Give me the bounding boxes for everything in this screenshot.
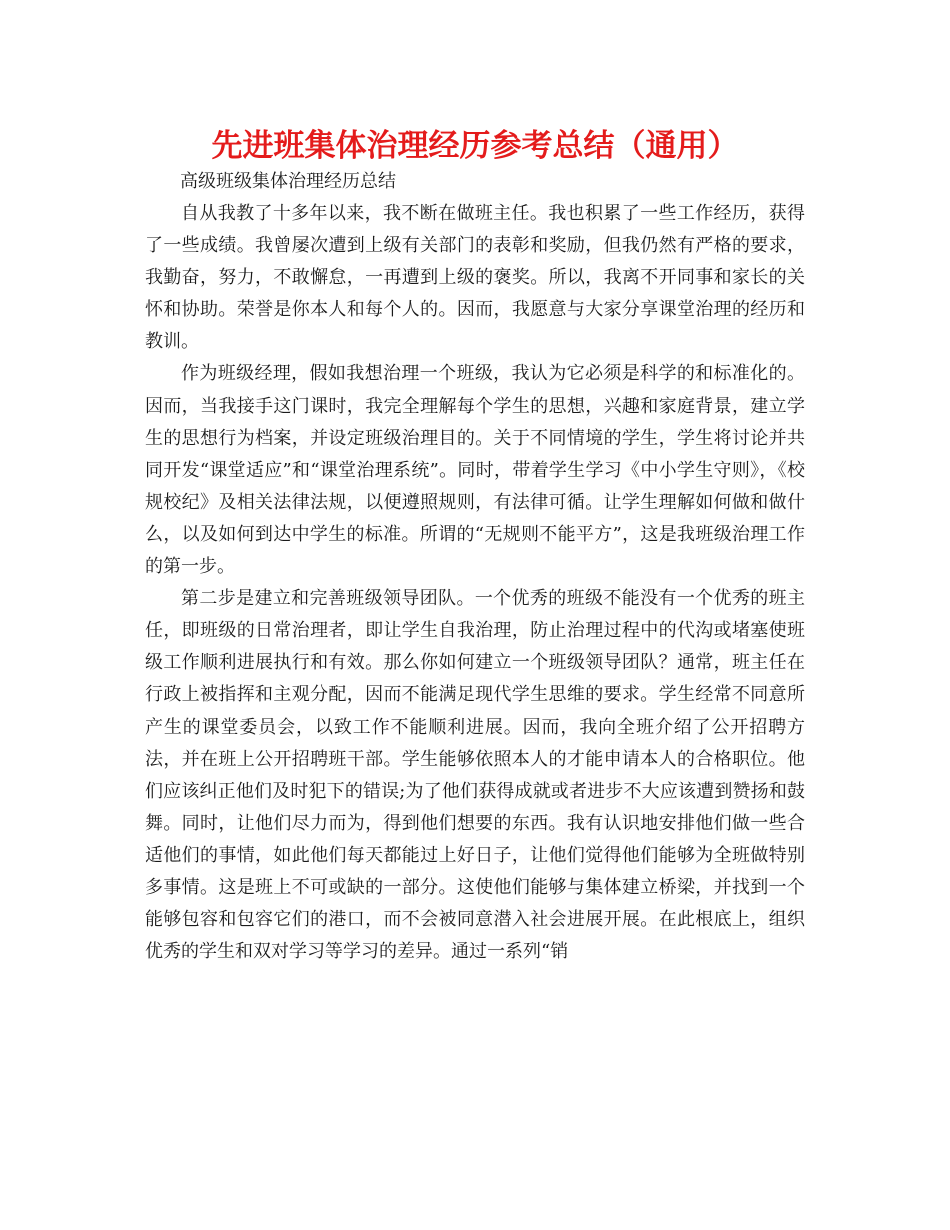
paragraph-2: 作为班级经理，假如我想治理一个班级，我认为它必须是科学的和标准化的。因而，当我接手这门课时，我完全理解每个学生的思想，兴趣和家庭背景，建立学生的思想行为档案，并设定班级治理目的。关于不同情境的学生，学生将讨论并共同开发“课堂适应”和“课堂治理系统”。同时，带着学生学习《中小学生守则》，《校规校纪》及相关法律法规，以便遵照规则，有法律可循。让学生理解如何做和做什么，以及如何到达中学生的标准。所谓的“无规则不能平方”，这是我班级治理工作的第一步。 bbox=[145, 363, 805, 578]
paragraph-1: 自从我教了十多年以来，我不断在做班主任。我也积累了一些工作经历，获得了一些成绩。我曾屡次遭到上级有关部门的表彰和奖励，但我仍然有严格的要求，我勤奋，努力，不敢懈怠，一再遭到上级的褒奖。所以，我离不开同事和家长的关怀和协助。荣誉是你本人和每个人的。因而，我愿意与大家分享课堂治理的经历和教训。 bbox=[145, 203, 805, 353]
document-subtitle: 高级班级集体治理经历总结 bbox=[180, 171, 396, 192]
paragraph-3: 第二步是建立和完善班级领导团队。一个优秀的班级不能没有一个优秀的班主任，即班级的日常治理者，即让学生自我治理，防止治理过程中的代沟或堵塞使班级工作顺利进展执行和有效。那么你如何建立一个班级领导团队？通常，班主任在行政上被指挥和主观分配，因而不能满足现代学生思维的要求。学生经常不同意所产生的课堂委员会，以致工作不能顺利进展。因而，我向全班介绍了公开招聘方法，并在班上公开招聘班干部。学生能够依照本人的才能申请本人的合格职位。他们应该纠正他们及时犯下的错误;为了他们获得成就或者进步不大应该遭到赞扬和鼓舞。同时，让他们尽力而为，得到他们想要的东西。我有认识地安排他们做一些合适他们的事情，如此他们每天都能过上好日子，让他们觉得他们能够为全班做特别多事情。这是班上不可或缺的一部分。这使他们能够与集体建立桥梁，并找到一个能够包容和包容它们的港口，而不会被同意潜入社会进展开展。在此根底上，组织优秀的学生和双对学习等学习的差异。通过一系列“销 bbox=[145, 588, 805, 963]
document-title: 先进班集体治理经历参考总结（通用） bbox=[211, 128, 739, 164]
document-body bbox=[145, 198, 805, 968]
